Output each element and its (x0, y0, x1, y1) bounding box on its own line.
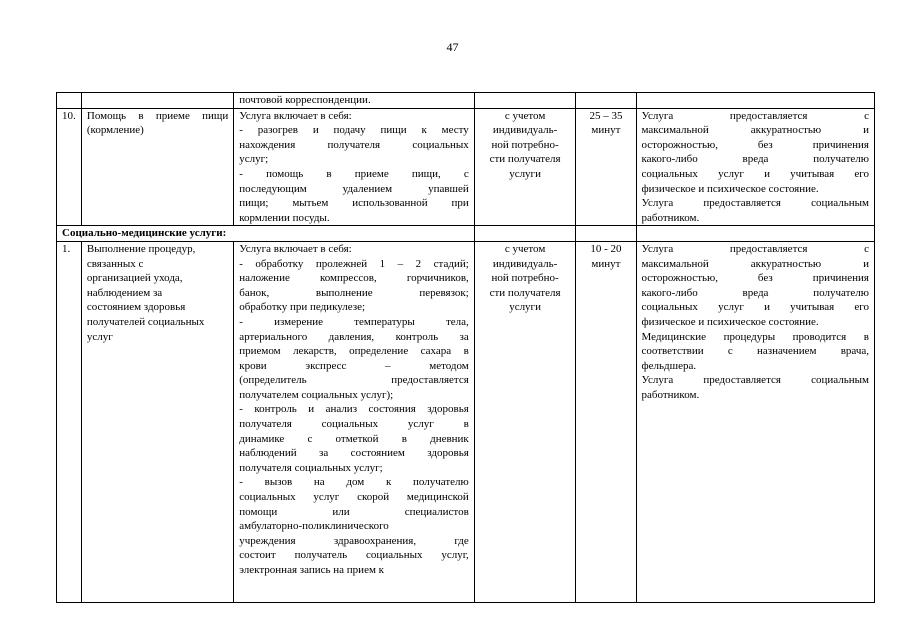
cell-number (57, 93, 82, 109)
cell-service-name (81, 241, 233, 602)
text-line: наблюдением за (86, 286, 163, 299)
cell-service-description (234, 108, 475, 226)
text-line: социальных услуг скорой медицинской (239, 491, 469, 504)
cell-service-name (81, 93, 233, 109)
text-line: сти получателя (489, 153, 561, 166)
text-line: соответствии с назначением врача, (641, 345, 869, 358)
text-line: крови экспресс – методом (239, 359, 469, 372)
cell-conditions (636, 108, 875, 226)
text-line: работником. (641, 211, 700, 224)
section-header-row (57, 226, 875, 242)
text-line: Услуга предоставляется социальным (641, 374, 869, 387)
text-line: 25 – 35 (589, 109, 623, 122)
text-line: - вызов на дом к получателю (239, 476, 469, 489)
text-line: наложение компрессов, горчичников, (239, 272, 469, 285)
text-line: физическое и психическое состояние. (641, 315, 819, 328)
table-row (57, 241, 875, 602)
text-line: банок, выполнение перевязок; (239, 286, 469, 299)
text-line: получателя социальных услуг; (239, 461, 383, 474)
text-line: последующим удалением упавшей (239, 182, 469, 195)
text-line: динамике с отметкой в дневник (239, 432, 469, 445)
text-line: минут (591, 257, 621, 270)
cell-frequency (474, 108, 576, 226)
text-line: связанных с (86, 257, 144, 270)
text-line: состоит получатель социальных услуг, (239, 549, 469, 562)
text-line: социальных услуг и учитывая его (641, 301, 869, 314)
text-line: с учетом (504, 242, 546, 255)
text-line: максимальной аккуратностью и (641, 257, 869, 270)
text-line: Услуга предоставляется социальным (641, 197, 869, 210)
cell-number: 10. (57, 108, 82, 226)
cell-frequency (474, 93, 576, 109)
text-line: - обработку пролежней 1 – 2 стадий; (239, 257, 469, 270)
text-line: с учетом (504, 109, 546, 122)
text-line: осторожностью, без причинения (641, 272, 869, 285)
text-line: - измерение температуры тела, (239, 315, 469, 328)
cell-service-description (234, 241, 475, 602)
text-line: минут (591, 124, 621, 137)
text-line: получателем социальных услуг); (239, 388, 394, 401)
text-line: артериального давления, контроль за (239, 330, 469, 343)
cell-number: 1. (57, 241, 82, 602)
cell-duration (576, 241, 636, 602)
text-line: 10 - 20 (590, 242, 622, 255)
cell-duration (576, 226, 636, 242)
text-line: физическое и психическое состояние. (641, 182, 819, 195)
page-number: 47 (446, 40, 459, 54)
text-line: приемом лекарств, определение сахара в (239, 345, 469, 358)
text-line: сти получателя (489, 286, 561, 299)
cell-conditions (636, 93, 875, 109)
table-row (57, 108, 875, 226)
text-line: получателя социальных услуг в (239, 418, 469, 431)
text-line: состоянием здоровья (86, 301, 186, 314)
text-line: осторожностью, без причинения (641, 138, 869, 151)
text-line: нахождения получателя социальных (239, 138, 469, 151)
text-line: Услуга предоставляется с (641, 242, 869, 255)
text-line: услуги (509, 301, 541, 314)
text-line: - разогрев и подачу пищи к месту (239, 124, 469, 137)
text-line: индивидуаль- (492, 257, 558, 270)
text-line: какого-либо вреда получателю (641, 286, 869, 299)
cell-service-name (81, 108, 233, 226)
table-row-continued (57, 93, 875, 109)
text-line: - помощь в приеме пищи, с (239, 167, 469, 180)
text-line: услуг; (239, 153, 269, 166)
cell-conditions (636, 226, 875, 242)
text-line: организацией ухода, (86, 272, 183, 285)
text-line: услуги (509, 167, 541, 180)
text-line: работником. (641, 388, 700, 401)
text-line: Услуга включает в себя: (239, 109, 352, 122)
text-line: получателей социальных (86, 315, 205, 328)
text-line: Услуга предоставляется с (641, 109, 869, 122)
text-line: ной потребно- (491, 272, 559, 285)
cell-conditions (636, 241, 875, 602)
text-line: индивидуаль- (492, 124, 558, 137)
text-line: Помощь в приеме пищи (86, 109, 229, 122)
text-line: максимальной аккуратностью и (641, 124, 869, 137)
text-line: учреждения здравоохранения, где (239, 534, 469, 547)
services-table (56, 92, 875, 603)
text-line: амбулаторно-поликлинического (239, 520, 389, 533)
cell-duration (576, 108, 636, 226)
text-line: (определитель предоставляется (239, 374, 469, 387)
text-line: Услуга включает в себя: (239, 242, 352, 255)
text-line: пищи; мытьем использованной при (239, 197, 469, 210)
text-line: социальных услуг и учитывая его (641, 167, 869, 180)
text-line: кормлении посуды. (239, 211, 330, 224)
cell-service-description: почтовой корреспонденции. (234, 93, 475, 109)
cell-duration (576, 93, 636, 109)
cell-frequency (474, 226, 576, 242)
cell-frequency (474, 241, 576, 602)
text-line: - контроль и анализ состояния здоровья (239, 403, 469, 416)
text-line: электронная запись на прием к (239, 564, 385, 576)
text-line: помощи или специалистов (239, 505, 469, 518)
text-line: обработку при педикулезе; (239, 301, 366, 314)
text-line: Медицинские процедуры проводится в (641, 330, 869, 343)
text-line: Выполнение процедур, (86, 242, 196, 255)
text-line: какого-либо вреда получателю (641, 153, 869, 166)
text-line: ной потребно- (491, 138, 559, 151)
text-line: (кормление) (86, 124, 144, 137)
section-title: Социально-медицинские услуги: (57, 226, 475, 242)
text-line: наблюдений за состоянием здоровья (239, 447, 469, 460)
text-line: фельдшера. (641, 359, 697, 372)
text-line: услуг (86, 330, 113, 343)
